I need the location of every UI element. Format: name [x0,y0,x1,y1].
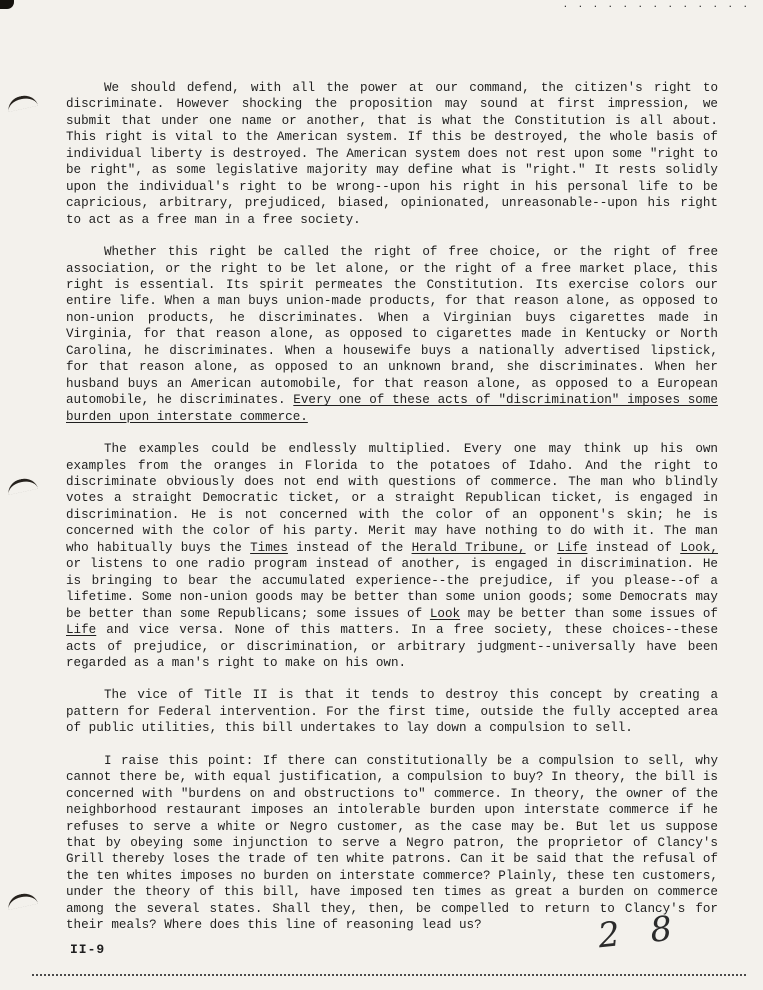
text-segment: may be better than some issues of [460,606,718,621]
text-segment: instead of [587,540,681,555]
underlined-text: Look [429,606,461,621]
underlined-text: Look, [680,540,718,555]
document-body [66,80,718,950]
underlined-text: Life [66,623,97,638]
text-segment: The vice of Title II is that it tends to destroy this concept by creating a pattern for Federal intervention. For the first time, outside the fully accepted area of public utilities, this bill undertakes to lay down a compulsion to sell. [66,688,718,736]
text-segment: Whether this right be called the right of free choice, or the right of free association, or the right to be let alone, or the right of a free market place, this right is essential. Its spirit permeates the Constitution. Its exercise colors our entire life. When a man buys union-made products, for that reason alone, as opposed to non-union products, he discriminates. When a Virginian buys cigarettes made in Virginia, for that reason alone, as opposed to cigarettes made in Kentucky or North Carolina, he discriminates. When a housewife buys a nationally advertised lipstick, for that reason alone, as opposed to an unknown brand, she discriminates. When her husband buys an American automobile, for that reason alone, as opposed to a European automobile, he discriminates. [66,245,718,408]
text-segment: We should defend, with all the power at our command, the citizen's right to discriminate. However shocking the proposition may sound at first impression, we submit that under one name or another, that is what the Constitution is all about. This right is vital to the American system. If this be destroyed, the whole basis of individual liberty is destroyed. The American system does not rest upon some "right to be right", as some legislative majority may define what is "right." It rests solidly upon the individual's right to be wrong--upon his right in his personal life to be capricious, arbitrary, prejudiced, biased, opinionated, unreasonable--upon his right to act as a free man in a free society. [66,81,718,227]
underlined-text: Herald Tribune, [411,540,526,555]
handwritten-margin-mark-icon [6,93,38,112]
paragraph [66,244,718,425]
paragraph [66,687,718,736]
scan-artifact-corner-blot [0,0,14,9]
handwritten-page-number: 2 8 [596,907,684,957]
underlined-text: Every one of these acts of "discrimination" imposes some burden upon interstate commerce. [66,393,718,424]
handwritten-margin-mark-icon [6,891,38,910]
paragraph [66,753,718,934]
text-segment: The examples could be endlessly multiplied. Every one may think up his own examples from the oranges in Florida to the potatoes of Idaho. And the right to discriminate obviously does not end with questions of commerce. The man who blindly votes a straight Democratic ticket, or a straight Republican ticket, is engaged in discrimination. He is not concerned with the color of an opponent's skin; he is concerned with the color of his party. Merit may have nothing to do with it. The man who habitually buys the [66,442,718,555]
text-segment: instead of the [287,540,412,555]
page-label: II-9 [70,942,106,957]
text-segment: or listens to one radio program instead of another, is engaged in discrimination. He is bringing to bear the accumulated experience--the prejudice, if you please--of a lifetime. Some non-union goods may be better than some union goods; some Democrats may be better than some Republicans; some issues of [66,557,718,621]
paragraph [66,441,718,671]
text-segment: I raise this point: If there can constitutionally be a compulsion to sell, why cannot there be, with equal justification, a compulsion to buy? In theory, the bill is concerned with "burdens on and obstructions to" commerce. In theory, the owner of the neighborhood restaurant imposes an intolerable burden upon interstate commerce if he refuses to serve a white or Negro customer, as the case may be. But let us suppose that by obeying some injunction to serve a Negro patron, the proprietor of Clancy's Grill thereby loses the trade of ten white patrons. Can it be said that the refusal of the ten whites imposes no burden on interstate commerce? Plainly, these ten customers, under the theory of this bill, have imposed ten times as great a burden on commerce among the several states. Shall they, then, be compelled to return to Clancy's for their meals? Where does this line of reasoning lead us? [66,753,718,933]
scan-artifact-bottom-line [32,974,746,976]
perforation-dots: · · · · · · · · · · · · · [563,0,751,13]
handwritten-margin-mark-icon [6,476,38,495]
underlined-text: Life [557,540,588,555]
text-segment: and vice versa. None of this matters. In a free society, these choices--these acts of prejudice, or discrimination, or arbitrary judgment--universally have been regarded as a man's right to make on his own. [66,623,718,670]
paragraph [66,80,718,228]
underlined-text: Times [250,540,288,555]
text-segment: or [525,540,558,555]
